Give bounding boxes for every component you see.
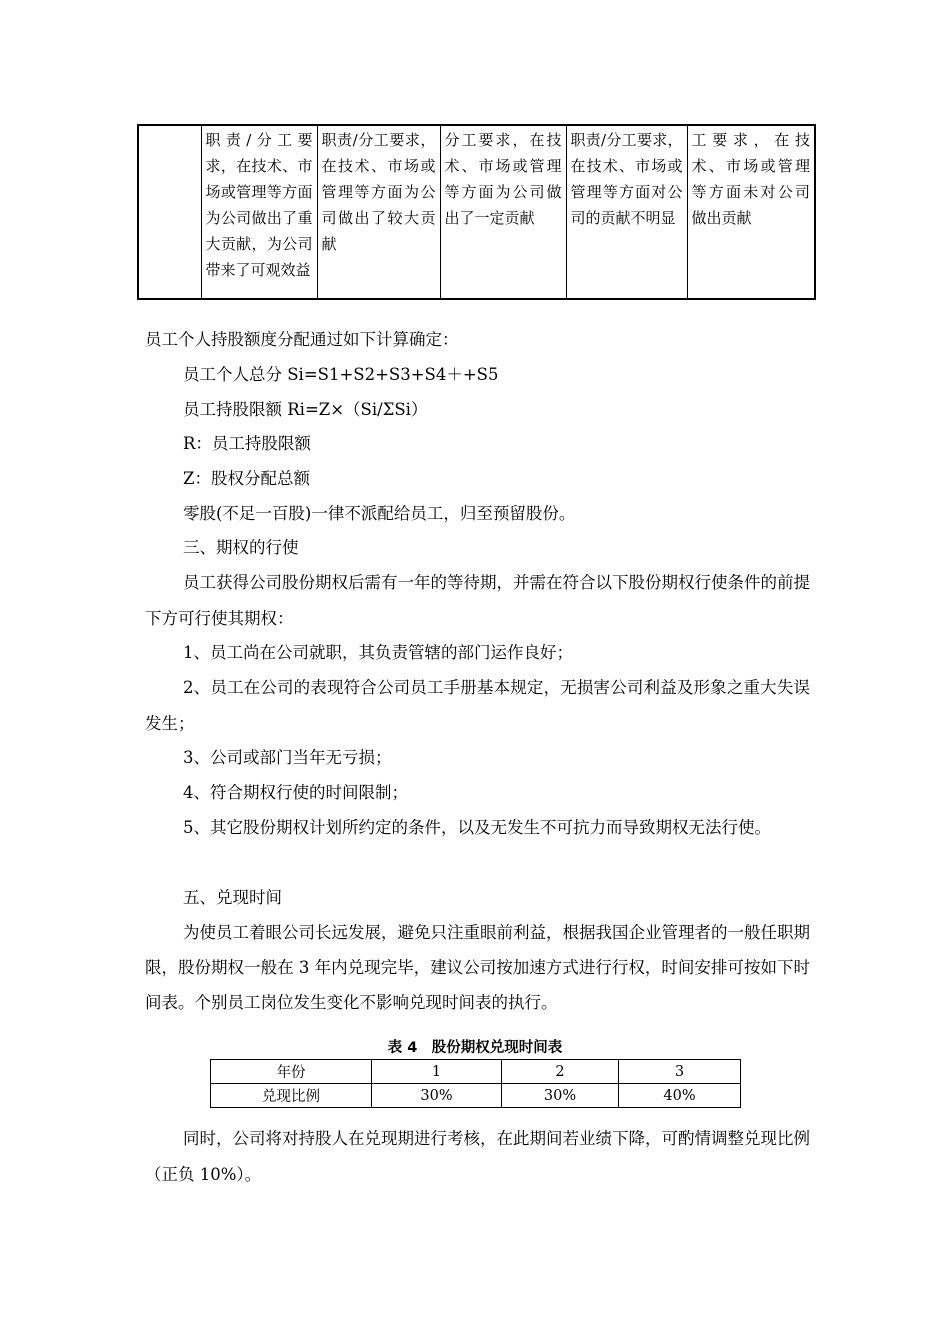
paragraph-vesting-time: 为使员工着眼公司长远发展，避免只注重眼前利益，根据我国企业管理者的一般任职期限，股份期权一般在 3 年内兑现完毕，建议公司按加速方式进行行权，时间安排可按如下时间表。个别员工岗位发生变化不影响兑现时间表的执行。 bbox=[145, 923, 810, 1012]
formula-share-limit: 员工持股限额 Ri=Z×（Si/ΣSi） bbox=[183, 400, 428, 419]
table-row bbox=[211, 1060, 741, 1084]
condition-3: 3、公司或部门当年无亏损； bbox=[183, 748, 392, 767]
paragraph-exercise-conditions: 员工获得公司股份期权后需有一年的等待期，并需在符合以下股份期权行使条件的前提下方可行使其期权： bbox=[145, 573, 810, 628]
criteria-cell-label bbox=[138, 125, 201, 299]
row-label-ratio: 兑现比例 bbox=[211, 1084, 372, 1108]
condition-1: 1、员工尚在公司就职，其负责管辖的部门运作良好； bbox=[183, 643, 573, 662]
condition-4: 4、符合期权行使的时间限制； bbox=[183, 783, 408, 802]
paragraph-allocation-intro: 员工个人持股额度分配通过如下计算确定： bbox=[145, 330, 459, 349]
definition-z: Z：股权分配总额 bbox=[183, 469, 310, 488]
header-year-1: 1 bbox=[372, 1060, 502, 1084]
section-heading-exercise: 三、期权的行使 bbox=[183, 538, 299, 557]
ratio-year-1: 30% bbox=[372, 1084, 502, 1108]
criteria-table bbox=[137, 124, 816, 300]
paragraph-closing: 同时，公司将对持股人在兑现期进行考核，在此期间若业绩下降，可酌情调整兑现比例（正负 10%）。 bbox=[145, 1129, 810, 1184]
criteria-cell-level-2: 职责/分工要求，在技术、市场或管理等方面为公司做出了较大贡献 bbox=[317, 125, 440, 299]
criteria-cell-level-4: 职责/分工要求，在技术、市场或管理等方面对公司的贡献不明显 bbox=[566, 125, 687, 299]
criteria-cell-level-3: 分工要求，在技术、市场或管理等方面为公司做出了一定贡献 bbox=[440, 125, 566, 299]
table-row bbox=[138, 125, 815, 299]
criteria-cell-level-5: 工要求，在技术、市场或管理等方面未对公司做出贡献 bbox=[687, 125, 815, 299]
paragraph-odd-lots: 零股(不足一百股)一律不派配给员工，归至预留股份。 bbox=[183, 504, 576, 523]
vesting-schedule-table bbox=[210, 1059, 741, 1108]
header-year-2: 2 bbox=[502, 1060, 619, 1084]
ratio-year-2: 30% bbox=[502, 1084, 619, 1108]
condition-2: 2、员工在公司的表现符合公司员工手册基本规定，无损害公司利益及形象之重大失误发生； bbox=[145, 678, 810, 733]
section-heading-vesting: 五、兑现时间 bbox=[183, 888, 282, 907]
table-caption: 表 4 股份期权兑现时间表 bbox=[387, 1040, 563, 1056]
ratio-year-3: 40% bbox=[619, 1084, 741, 1108]
header-year-3: 3 bbox=[619, 1060, 741, 1084]
formula-total-score: 员工个人总分 Si=S1+S2+S3+S4＋+S5 bbox=[183, 365, 499, 384]
table-row bbox=[211, 1084, 741, 1108]
criteria-cell-level-1: 职责/分工要求，在技术、市场或管理等方面为公司做出了重大贡献，为公司带来了可观效益 bbox=[201, 125, 317, 299]
condition-5: 5、其它股份期权计划所约定的条件，以及无发生不可抗力而导致期权无法行使。 bbox=[183, 818, 771, 837]
definition-r: R：员工持股限额 bbox=[183, 434, 311, 453]
header-year: 年份 bbox=[211, 1060, 372, 1084]
